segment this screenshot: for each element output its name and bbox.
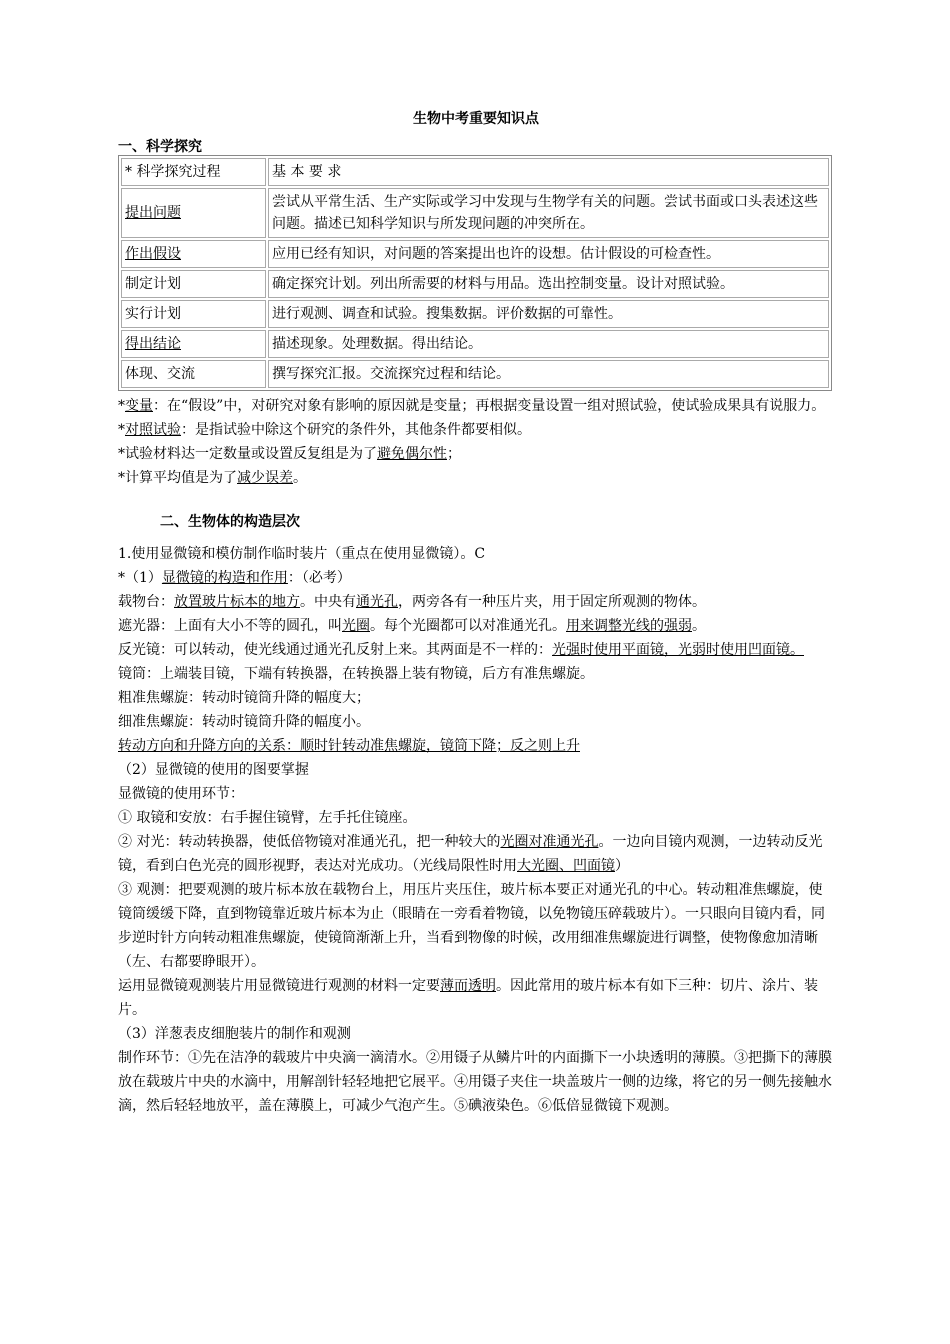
underlined-text: 放置玻片标本的地方 <box>174 594 300 610</box>
underlined-text: 光圈 <box>342 618 370 634</box>
text-span: ，两旁各有一种压片夹，用于固定所观测的物体。 <box>398 594 706 610</box>
note-term: 减少误差 <box>237 470 293 486</box>
note-text: *试验材料达一定数量或设置反复组是为了 <box>118 446 377 462</box>
text-span: ② 对光：转动转换器，使低倍物镜对准通光孔，把一种较大的 <box>118 834 501 850</box>
text-span: 载物台： <box>118 594 174 610</box>
table-row <box>121 330 829 358</box>
table-row <box>121 188 829 238</box>
paragraph <box>118 638 834 662</box>
note-term: 变量 <box>125 398 153 414</box>
underlined-text: 光圈对准通光孔 <box>500 834 599 850</box>
note-term: 避免偶尔性 <box>377 446 447 462</box>
section-heading-structure-levels: 二、生物体的构造层次 <box>160 514 300 530</box>
underlined-text: 显微镜的构造和作用 <box>161 570 288 586</box>
paragraph <box>118 830 834 878</box>
note-text: ； <box>447 446 461 462</box>
paragraph: 镜筒：上端装目镜，下端有转换器，在转换器上装有物镜，后方有准焦螺旋。 <box>118 666 594 682</box>
inquiry-requirements-table <box>118 155 832 391</box>
table-header-cell: * 科学探究过程 <box>121 158 266 186</box>
note-text: 。 <box>293 470 307 486</box>
text-span: 。一边向目镜内观测，一边转动反光镜，看到白色光亮的圆形视野，表达对光成功。（光线局限性时用 <box>118 834 823 874</box>
note-marker: * <box>118 398 125 414</box>
underlined-text: 通光孔 <box>356 594 398 610</box>
document-title: 生物中考重要知识点 <box>413 111 539 127</box>
paragraph <box>118 590 834 614</box>
note-marker: * <box>118 422 125 438</box>
text-span: ：（必考） <box>287 570 351 586</box>
note-average <box>118 466 834 490</box>
table-cell-step: 提出问题 <box>121 188 266 238</box>
paragraph: ③ 观测：把要观测的玻片标本放在载物台上，用压片夹压住，玻片标本要正对通光孔的中心。转动粗准焦螺旋，使镜筒缓缓下降，直到物镜靠近玻片标本为止（眼睛在一旁看着物镜，以免物镜压碎载玻片）。一只眼向目镜内看，同步逆时针方向转动粗准焦螺旋，使镜筒渐渐上升，当看到物像的时候，改用细准焦螺旋进行调整，使物像愈加清晰（左、右都要睁眼开）。 <box>118 882 825 970</box>
paragraph: 细准焦螺旋：转动时镜筒升降的幅度小。 <box>118 714 370 730</box>
paragraph: 粗准焦螺旋：转动时镜筒升降的幅度大； <box>118 690 370 706</box>
underlined-text: 用来调整光线的强弱 <box>566 618 692 634</box>
underlined-text: 光强时使用平面镜，光弱时使用凹面镜。 <box>552 642 804 658</box>
paragraph: （2）显微镜的使用的图要掌握 <box>118 762 309 778</box>
paragraph: 转动方向和升降方向的关系：顺时针转动准焦螺旋，镜筒下降；反之则上升 <box>118 738 580 754</box>
note-variable <box>118 394 834 418</box>
note-text: *计算平均值是为了 <box>118 470 237 486</box>
table-cell-requirement: 尝试从平常生活、生产实际或学习中发现与生物学有关的问题。尝试书面或口头表述这些问题。描述已知科学知识与所发现问题的冲突所在。 <box>268 188 829 238</box>
paragraph: 显微镜的使用环节： <box>118 786 244 802</box>
paragraph: ① 取镜和安放：右手握住镜臂，左手托住镜座。 <box>118 810 417 826</box>
text-span: 。因此常用的玻片标本有如下三种：切片、涂片、装片。 <box>118 978 818 1018</box>
table-row <box>121 240 829 268</box>
table-row <box>121 300 829 328</box>
table-cell-requirement: 应用已经有知识，对问题的答案提出也许的设想。估计假设的可检查性。 <box>268 240 829 268</box>
underlined-text: 大光圈、凹面镜 <box>517 858 615 874</box>
table-header-cell: 基 本 要 求 <box>268 158 829 186</box>
paragraph <box>118 566 834 590</box>
note-text: ：在“假设”中，对研究对象有影响的原因就是变量；再根据变量设置一组对照试验，使试验成果具有说服力。 <box>153 398 826 414</box>
paragraph <box>118 614 834 638</box>
table-header-row <box>121 158 829 186</box>
note-term: 对照试验 <box>125 422 181 438</box>
text-span: 遮光器：上面有大小不等的圆孔，叫 <box>118 618 342 634</box>
text-span: *（1） <box>118 570 162 586</box>
paragraph <box>118 974 834 1022</box>
note-text: ：是指试验中除这个研究的条件外，其他条件都要相似。 <box>181 422 531 438</box>
paragraph: 1.使用显微镜和模仿制作临时装片（重点在使用显微镜）。C <box>118 546 486 562</box>
table-cell-step: 体现、交流 <box>121 360 266 388</box>
underlined-text: 薄而透明 <box>440 978 496 994</box>
table-cell-step: 制定计划 <box>121 270 266 298</box>
text-span: 运用显微镜观测装片用显微镜进行观测的材料一定要 <box>118 978 440 994</box>
paragraph: （3）洋葱表皮细胞装片的制作和观测 <box>118 1026 351 1042</box>
table-cell-requirement: 撰写探究汇报。交流探究过程和结论。 <box>268 360 829 388</box>
text-span: ） <box>615 858 629 874</box>
text-span: 。 <box>692 618 706 634</box>
body-text <box>118 394 834 1118</box>
table-cell-requirement: 进行观测、调查和试验。搜集数据。评价数据的可靠性。 <box>268 300 829 328</box>
table-cell-step: 实行计划 <box>121 300 266 328</box>
table-cell-requirement: 确定探究计划。列出所需要的材料与用品。选出控制变量。设计对照试验。 <box>268 270 829 298</box>
table-cell-step: 得出结论 <box>121 330 266 358</box>
section-heading-science-inquiry: 一、科学探究 <box>118 139 202 155</box>
table-cell-requirement: 描述现象。处理数据。得出结论。 <box>268 330 829 358</box>
text-span: 。每个光圈都可以对准通光孔。 <box>370 618 566 634</box>
text-span: 反光镜：可以转动，使光线通过通光孔反射上来。其两面是不一样的： <box>118 642 552 658</box>
paragraph: 制作环节：①先在洁净的载玻片中央滴一滴清水。②用镊子从鳞片叶的内面撕下一小块透明的薄膜。③把撕下的薄膜放在载玻片中央的水滴中，用解剖针轻轻地把它展平。④用镊子夹住一块盖玻片一侧的边缘，将它的另一侧先接触水滴，然后轻轻地放平，盖在薄膜上，可减少气泡产生。⑤碘液染色。⑥低倍显微镜下观测。 <box>118 1050 832 1114</box>
note-repeat-groups <box>118 442 834 466</box>
table-row <box>121 270 829 298</box>
text-span: 。中央有 <box>300 594 356 610</box>
table-cell-step: 作出假设 <box>121 240 266 268</box>
note-control-experiment <box>118 418 834 442</box>
table-row <box>121 360 829 388</box>
